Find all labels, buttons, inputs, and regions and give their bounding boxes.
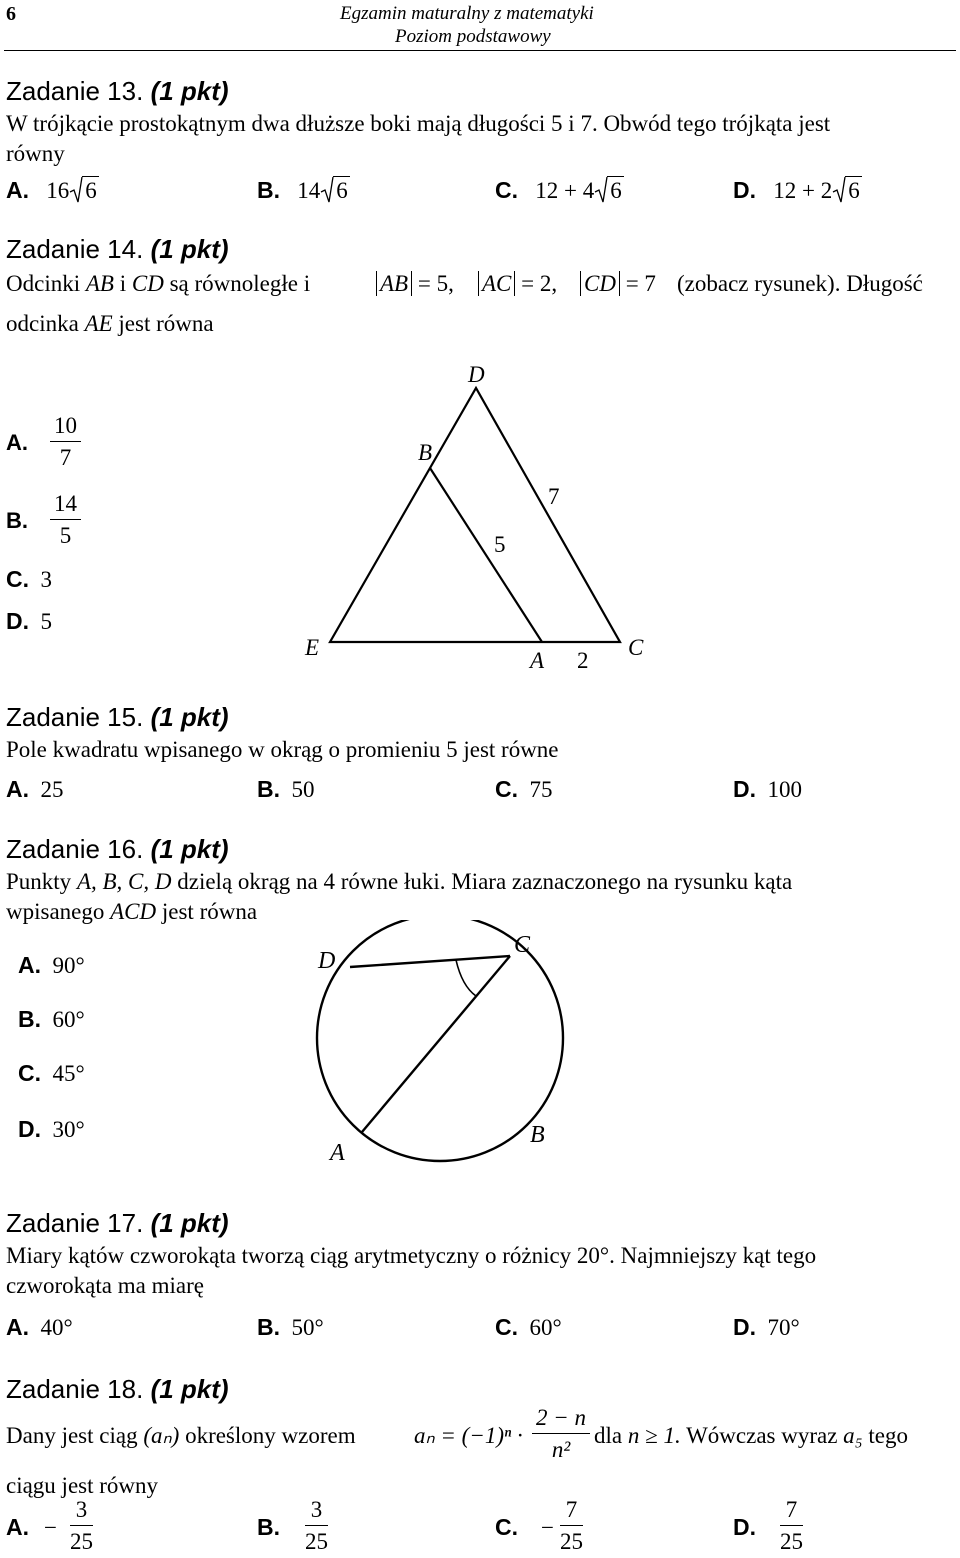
task16-answer-b[interactable]: B. 60°	[18, 1006, 85, 1032]
task14-text-end: (zobacz rysunek). Długość	[677, 271, 923, 296]
sqrt-symbol: 6	[832, 176, 862, 202]
angle-arc	[456, 960, 476, 996]
task14-abs-ac: AC = 2,	[478, 272, 557, 295]
task13-answer-c[interactable]: C. 12 + 4 6	[495, 177, 622, 203]
task15-title: Zadanie 15. (1 pkt)	[6, 702, 229, 732]
task16-answer-d[interactable]: D. 30°	[18, 1116, 85, 1142]
task15-answer-b[interactable]: B. 50	[257, 776, 315, 802]
chord-ca	[362, 956, 510, 1132]
task18-answer-a-sign: −	[44, 1515, 57, 1540]
task15-answer-d[interactable]: D. 100	[733, 776, 802, 802]
task18-title: Zadanie 18. (1 pkt)	[6, 1374, 229, 1404]
label-c: C	[628, 635, 644, 660]
task14-answer-c[interactable]: C. 3	[6, 566, 52, 592]
page-number: 6	[6, 3, 16, 25]
header-title: Egzamin maturalny z matematyki	[340, 3, 594, 24]
task16-text-line1: Punkty A, B, C, D dzielą okrąg na 4 równe łuki. Miara zaznaczonego na rysunku kąta	[6, 869, 793, 894]
task18-answer-c-letter[interactable]: C.	[495, 1514, 518, 1540]
task13-text-line2: równy	[6, 141, 65, 166]
sqrt-symbol: 6	[69, 176, 99, 202]
triangle-ecd	[330, 388, 620, 642]
task17-title: Zadanie 17. (1 pkt)	[6, 1208, 229, 1238]
label-d: D	[468, 362, 485, 387]
sqrt-symbol: 6	[320, 176, 350, 202]
task18-answer-a-fraction[interactable]: $\frac{3}{25}$	[70, 1497, 93, 1554]
length-2: 2	[577, 648, 589, 673]
task14-triangle-figure	[290, 352, 670, 682]
chord-dc	[350, 956, 510, 967]
task18-formula-fraction: $\frac{2 - n}{\text{n²}}$	[532, 1406, 590, 1461]
task14-answer-d[interactable]: D. 5	[6, 608, 52, 634]
task18-formula-lhs: aₙ = (−1)ⁿ ·	[414, 1423, 523, 1448]
label-b: B	[418, 440, 433, 465]
task18-answer-d-fraction[interactable]: $\frac{7}{25}$	[780, 1497, 803, 1554]
label-c: C	[514, 932, 531, 958]
task15-text: Pole kwadratu wpisanego w okrąg o promieniu 5 jest równe	[6, 737, 559, 762]
task14-text-line1: Odcinki AB i CD są równoległe i	[6, 271, 311, 296]
label-b: B	[530, 1122, 545, 1148]
task17-answer-c[interactable]: C. 60°	[495, 1314, 562, 1340]
task18-answer-c-sign: −	[541, 1515, 554, 1540]
task18-text-line2: ciągu jest równy	[6, 1473, 159, 1498]
length-7: 7	[548, 484, 560, 509]
task17-text-line1: Miary kątów czworokąta tworzą ciąg arytmetyczny o różnicy 20°. Najmniejszy kąt tego	[6, 1243, 817, 1268]
task14-answer-b-letter[interactable]: B.	[6, 508, 28, 533]
task16-answer-c[interactable]: C. 45°	[18, 1060, 85, 1086]
task13-text-line1: W trójkącie prostokątnym dwa dłuższe boki mają długości 5 i 7. Obwód tego trójkąta jest	[6, 111, 831, 136]
header-rule	[4, 50, 956, 51]
task18-text-line1a: Dany jest ciąg (aₙ) określony wzorem	[6, 1423, 356, 1448]
task13-answer-d[interactable]: D. 12 + 2 6	[733, 177, 860, 203]
segment-ab	[430, 468, 542, 642]
task18-answer-b-fraction[interactable]: $\frac{3}{25}$	[305, 1497, 328, 1554]
task13-title: Zadanie 13. (1 pkt)	[6, 76, 229, 106]
task14-answer-a-letter[interactable]: A.	[6, 430, 28, 455]
task17-answer-d[interactable]: D. 70°	[733, 1314, 800, 1340]
task14-abs-ab: AB = 5,	[376, 272, 454, 295]
header-subtitle: Poziom podstawowy	[395, 26, 551, 47]
task16-circle-figure	[300, 920, 590, 1170]
task18-answer-a-letter[interactable]: A.	[6, 1514, 29, 1540]
task15-answer-a[interactable]: A. 25	[6, 776, 64, 802]
label-e: E	[305, 635, 320, 660]
task15-answer-c[interactable]: C. 75	[495, 776, 553, 802]
task16-text-line2: wpisanego ACD jest równa	[6, 899, 258, 924]
task18-text-line1b: dla n ≥ 1. Wówczas wyraz a₅ tego	[594, 1423, 909, 1448]
label-a: A	[330, 1140, 345, 1166]
task17-answer-b[interactable]: B. 50°	[257, 1314, 324, 1340]
task16-answer-a[interactable]: A. 90°	[18, 952, 85, 978]
task13-answer-a[interactable]: A. 16 6	[6, 177, 97, 203]
task14-answer-a-fraction[interactable]: $\frac{10}{7}$	[50, 414, 81, 469]
length-5: 5	[494, 532, 506, 557]
task17-answer-a[interactable]: A. 40°	[6, 1314, 73, 1340]
task18-answer-b-letter[interactable]: B.	[257, 1514, 280, 1540]
label-d: D	[318, 948, 336, 974]
task13-answer-b[interactable]: B. 14 6	[257, 177, 348, 203]
task14-title: Zadanie 14. (1 pkt)	[6, 234, 229, 264]
task16-title: Zadanie 16. (1 pkt)	[6, 834, 229, 864]
task17-text-line2: czworokąta ma miarę	[6, 1273, 204, 1298]
task14-abs-cd: CD = 7	[580, 272, 656, 295]
task18-answer-d-letter[interactable]: D.	[733, 1514, 756, 1540]
sqrt-symbol: 6	[594, 176, 624, 202]
label-a: A	[530, 648, 545, 673]
task14-answer-b-fraction[interactable]: $\frac{14}{5}$	[50, 492, 81, 547]
task14-text-line2: odcinka AE jest równa	[6, 311, 214, 336]
task18-answer-c-fraction[interactable]: $\frac{7}{25}$	[560, 1497, 583, 1554]
